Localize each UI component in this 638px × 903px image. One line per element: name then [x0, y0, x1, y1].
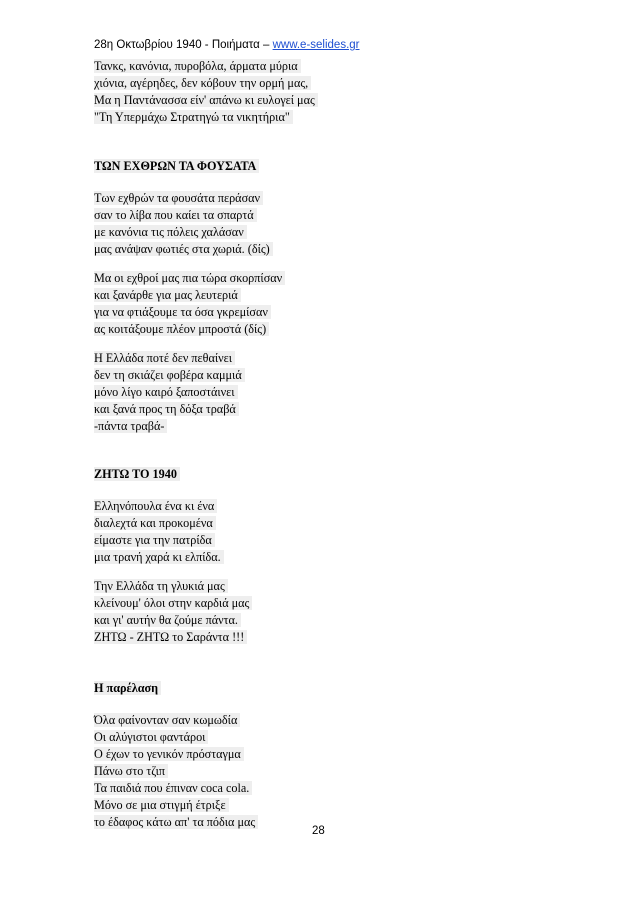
- header-title: 28η Οκτωβρίου 1940 - Ποιήματα –: [94, 39, 273, 51]
- poem-2-stanza-2: [94, 578, 252, 646]
- intro-line-1: Τανκς, κανόνια, πυροβόλα, άρματα μύρια: [94, 59, 301, 73]
- poem-1-title-block: [94, 158, 259, 175]
- poem-2-stanza-1: [94, 498, 224, 566]
- poem-line: Μόνο σε μια στιγμή έτριξε: [94, 798, 229, 812]
- header-link[interactable]: www.e-selides.gr: [272, 39, 360, 51]
- poem-line: με κανόνια τις πόλεις χαλάσαν: [94, 225, 247, 239]
- poem-1-stanza-3: [94, 350, 245, 435]
- poem-line: μια τρανή χαρά κι ελπίδα.: [94, 550, 224, 564]
- poem-line: Μα οι εχθροί μας πια τώρα σκορπίσαν: [94, 271, 285, 285]
- poem-line: ΖΗΤΩ - ΖΗΤΩ το Σαράντα !!!: [94, 630, 247, 644]
- poem-line: Ελληνόπουλα ένα κι ένα: [94, 499, 217, 513]
- poem-line: κλείνουμ' όλοι στην καρδιά μας: [94, 596, 252, 610]
- poem-line: και ξανά προς τη δόξα τραβά: [94, 402, 239, 416]
- page-number: 28: [312, 825, 325, 837]
- poem-line: μας ανάψαν φωτιές στα χωριά. (δίς): [94, 242, 273, 256]
- poem-line: Οι αλύγιστοι φαντάροι: [94, 730, 208, 744]
- poem-line: Η Ελλάδα ποτέ δεν πεθαίνει: [94, 351, 235, 365]
- intro-line-4: "Τη Υπερμάχω Στρατηγώ τα νικητήρια": [94, 110, 293, 124]
- poem-line: -πάντα τραβά-: [94, 419, 167, 433]
- poem-1-stanza-1: [94, 190, 273, 258]
- poem-line: Την Ελλάδα τη γλυκιά μας: [94, 579, 228, 593]
- poem-line: δεν τη σκιάζει φοβέρα καμμιά: [94, 368, 245, 382]
- poem-line: και ξανάρθε για μας λευτεριά: [94, 288, 241, 302]
- poem-line: Όλα φαίνονταν σαν κωμωδία: [94, 713, 240, 727]
- poem-3-title-block: [94, 680, 161, 697]
- poem-line: Των εχθρών τα φουσάτα περάσαν: [94, 191, 263, 205]
- intro-line-2: χιόνια, αγέρηδες, δεν κόβουν την ορμή μας,: [94, 76, 311, 90]
- poem-1-title: ΤΩΝ ΕΧΘΡΩΝ ΤΑ ΦΟΥΣΑΤΑ: [94, 159, 259, 173]
- poem-line: και γι' αυτήν θα ζούμε πάντα.: [94, 613, 241, 627]
- poem-3-stanza-1: [94, 712, 258, 831]
- poem-line: σαν το λίβα που καίει τα σπαρτά: [94, 208, 257, 222]
- poem-line: Πάνω στο τζιπ: [94, 764, 168, 778]
- poem-line: ας κοιτάξουμε πλέον μπροστά (δίς): [94, 322, 269, 336]
- poem-line: για να φτιάξουμε τα όσα γκρεμίσαν: [94, 305, 271, 319]
- poem-line: μόνο λίγο καιρό ξαποστάινει: [94, 385, 238, 399]
- page-header: [94, 39, 360, 51]
- poem-line: Ο έχων το γενικόν πρόσταγμα: [94, 747, 244, 761]
- intro-line-3: Μα η Παντάνασσα είν' απάνω κι ευλογεί μας: [94, 93, 318, 107]
- poem-line: είμαστε για την πατρίδα: [94, 533, 215, 547]
- poem-2-title-block: [94, 466, 180, 483]
- poem-line: Τα παιδιά που έπιναν coca cola.: [94, 781, 252, 795]
- poem-1-stanza-2: [94, 270, 285, 338]
- intro-stanza: [94, 58, 318, 126]
- poem-3-title: Η παρέλαση: [94, 681, 161, 695]
- poem-2-title: ΖΗΤΩ ΤΟ 1940: [94, 467, 180, 481]
- poem-line: διαλεχτά και προκομένα: [94, 516, 216, 530]
- poem-line: το έδαφος κάτω απ' τα πόδια μας: [94, 815, 258, 829]
